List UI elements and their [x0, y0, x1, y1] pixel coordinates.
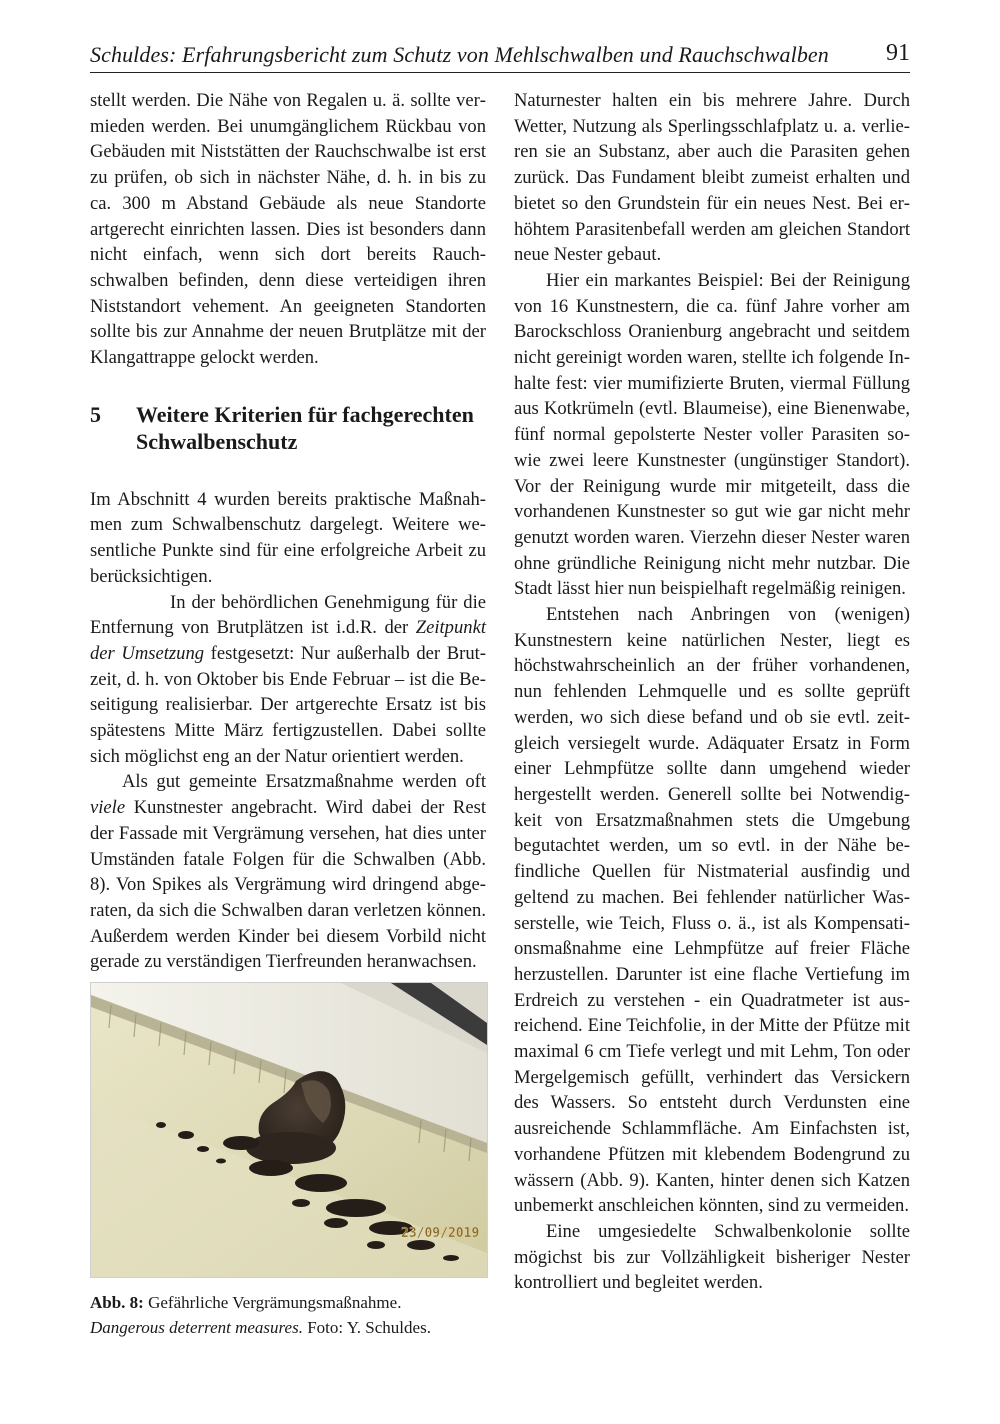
- swallow-nest-photo: [91, 983, 487, 1277]
- figure-photo: [90, 982, 488, 1278]
- text-run: festgesetzt: Nur außerhalb der Brutzeit, d. h. von Oktober bis Ende Februar – ist die Beseitigung realisierbar. Der artgerechte Ersatz ist bis spätestens Mitte März fertigzustellen. Dabei sollte sich möglichst eng an der Natur orientiert werden.: [90, 642, 486, 767]
- text-run: In der behördlichen Genehmigung für die Entfernung von Brutplätzen ist i.d.R. der: [90, 591, 486, 639]
- page-header: [90, 38, 910, 73]
- photo-timestamp: 23/09/2019: [401, 1226, 480, 1241]
- emphasis: Zeitpunkt der Umsetzung: [90, 617, 486, 664]
- section-number: 5: [90, 401, 101, 427]
- left-column: [90, 88, 486, 975]
- page-number: 91: [886, 40, 910, 66]
- section-title: Weitere Kriterien für fachgerechten Schwalbenschutz: [136, 401, 474, 454]
- caption-en-line: [90, 1315, 486, 1340]
- caption-english: Dangerous deterrent measures.: [90, 1318, 303, 1337]
- caption-label: Abb. 8:: [90, 1293, 144, 1312]
- paragraph: Eine umgesiedelte Schwalbenkolonie sollte mögichst bis zur Vollzähligkeit bisheriger Nester kontrolliert und begleitet werden.: [514, 1220, 910, 1294]
- paragraph: [90, 590, 486, 770]
- caption-german: Gefährliche Vergrämungsmaßnahme.: [148, 1293, 402, 1312]
- running-title: Schuldes: Erfahrungsbericht zum Schutz von Mehlschwalben und Rauchschwalben: [90, 42, 829, 67]
- paragraph: Naturnester halten ein bis mehrere Jahre. Durch Wetter, Nutzung als Sperlingsschlafplatz u. a. verlieren sie an Substanz, aber auch die Parasiten gehen zurück. Das Fundament bleibt zumeist erhalten und bietet so den Grundstein für ein neues Nest. Bei erhöhtem Parasitenbefall werden am gleichen Standort neue Nester gebaut.: [514, 90, 910, 266]
- paragraph: Hier ein markantes Beispiel: Bei der Reinigung von 16 Kunstnestern, die ca. fünf Jahre vorher am Barockschloss Oranienburg angebracht und seitdem nicht gereinigt worden waren, stellte ich folgende Inhalte fest: vier mumifizierte Bruten, viermal Füllung aus Kotkrümeln (evtl. Blaumeise), eine Bienenwabe, fünf normal gepolsterte Nester voller Parasiten sowie zwei leere Kunstnester (ungünstiger Standort). Vor der Reinigung wurde mir mitgeteilt, dass die vorhandenen Kunstnester so gut wie gar nicht mehr genutzt worden waren. Vierzehn dieser Nester waren ohne gründliche Reinigung nicht mehr nutzbar. Die Stadt lässt hier nun beispielhaft regelmäßig reinigen.: [514, 269, 910, 600]
- right-column: [514, 88, 910, 1296]
- caption-credit: Foto: Y. Schuldes.: [307, 1318, 431, 1337]
- paragraph: stellt werden. Die Nähe von Regalen u. ä. sollte vermieden werden. Bei unumgänglichem Rückbau von Gebäuden mit Niststätten der Rauchschwalbe ist erst zu prüfen, ob sich in nächster Nähe, d. h. in bis zu ca. 300 m Abstand Gebäude als neue Standorte artgerecht einrichten lassen. Dies ist besonders dann nicht einfach, wenn sich dort bereits Rauchschwalben befinden, denn diese verteidigen ihren Niststandort vehement. An geeigneten Standorten sollte bis zur Annahme der neuen Brutplätze mit der Klangattrappe gelockt werden.: [90, 90, 486, 369]
- figure-caption: [90, 1290, 486, 1340]
- paragraph: [90, 769, 486, 975]
- paragraph: Im Abschnitt 4 wurden bereits praktische Maßnahmen zum Schwalbenschutz dargelegt. Weitere wesentliche Punkte sind für eine erfolgreiche Arbeit zu berücksichtigen.: [90, 488, 486, 587]
- emphasis: viele: [90, 797, 126, 819]
- paragraph: Entstehen nach Anbringen von (wenigen) Kunstnestern keine natürlichen Nester, liegt es höchstwahrscheinlich an der früher vorhandenen, nun fehlenden Lehmquelle und es sollte geprüft werden, wo sich diese befand und ob sie evtl. zeitgleich versiegelt wurde. Adäquater Ersatz in Form einer Lehmpfütze sollte dann umgehend wieder hergestellt werden. Generell sollte bei Notwendigkeit von Ersatzmaßnahmen stets die Umgebung begutachtet werden, um so evtl. in der Nähe befindliche Quellen für Nistmaterial ausfindig und geltend zu machen. Bei fehlender natürlicher Wasserstelle, wie Teich, Fluss o. ä., ist als Kompensationsmaßnahme eine Lehmpfütze auf freier Fläche herzustellen. Darunter ist eine flache Vertiefung im Erdreich zu verstehen - ein Quadratmeter ist ausreichend. Eine Teichfolie, in der Mitte der Pfütze mit maximal 6 cm Tiefe verlegt und mit Lehm, Ton oder Mergelgemisch gefüllt, verhindert das Versickern des Wassers. So entsteht durch Verdunsten eine ausreichende Schlammfläche. Am Einfachsten ist, vorhandene Pfützen mit klebendem Bodengrund zu wässern (Abb. 9). Kanten, hinter denen sich Katzen unbemerkt anschleichen könnten, sind zu vermeiden.: [514, 604, 910, 1217]
- caption-de-line: [90, 1290, 486, 1315]
- section-heading: [90, 401, 486, 455]
- text-run: Als gut gemeinte Ersatzmaßnahme werden oft: [122, 771, 486, 793]
- text-run: Kunstnester angebracht. Wird dabei der Rest der Fassade mit Vergrämung versehen, hat dies unter Umständen fatale Folgen für die Schwalben (Abb. 8). Von Spikes als Vergrämung wird dringend abgeraten, da sich die Schwalben daran verletzen können. Außerdem werden Kinder bei diesem Vorbild nicht gerade zu verständigen Tierfreunden heranwachsen.: [90, 797, 486, 973]
